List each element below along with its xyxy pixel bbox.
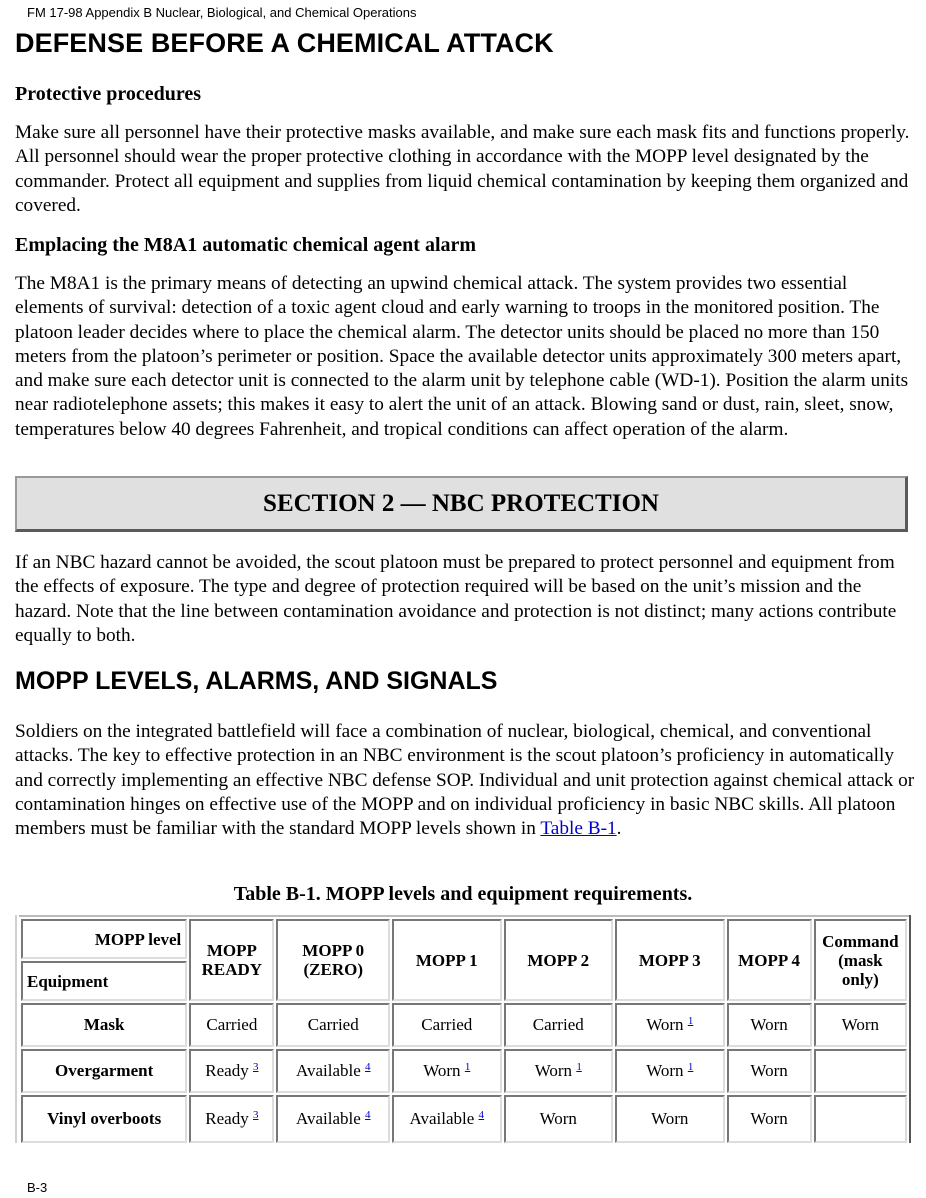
footnote-ref [365, 1109, 371, 1121]
subsection-title-protective-procedures: Protective procedures [15, 83, 202, 105]
table-cell [727, 1049, 812, 1093]
footnote-link[interactable]: 3 [252, 1109, 259, 1121]
row-label: Overgarment [21, 1049, 187, 1093]
cell-value: Carried [206, 1015, 258, 1034]
table-cell [189, 1095, 274, 1143]
row-label: Vinyl overboots [21, 1095, 187, 1143]
header-mopp-level: MOPP level [21, 919, 187, 959]
footnote-link[interactable]: 1 [464, 1061, 471, 1073]
table-row [21, 1049, 907, 1093]
cell-value: Worn [539, 1109, 577, 1128]
subsection-title-m8a1-alarm: Emplacing the M8A1 automatic chemical agent alarm [15, 234, 477, 256]
mopp-paragraph [15, 720, 920, 841]
table-cell [276, 1049, 390, 1093]
header-col: MOPP 3 [615, 919, 725, 1001]
main-heading: DEFENSE BEFORE A CHEMICAL ATTACK [15, 28, 554, 58]
running-head: FM 17-98 Appendix B Nuclear, Biological, and Chemical Operations [27, 5, 417, 20]
header-col: Command (mask only) [814, 919, 907, 1001]
table-cell [504, 1095, 614, 1143]
m8a1-alarm-paragraph: The M8A1 is the primary means of detecting an upwind chemical attack. The system provides two essential elements of survival: detection of a toxic agent cloud and early warning to troops in the monitored position. The platoon leader decides where to place the chemical alarm. The detector units should be placed no more than 150 meters from the platoon’s perimeter or position. Space the available detector units approximately 300 meters apart, and make sure each detector unit is connected to the alarm unit by telephone cable (WD-1). Position the alarm units near radiotelephone assets; this makes it easy to alert the unit of an attack. Blowing sand or dust, rain, sleet, snow, temperatures below 40 degrees Fahrenheit, and tropical conditions can affect operation of the alarm. [15, 273, 909, 440]
header-equipment: Equipment [21, 961, 187, 1001]
cell-value: Worn [534, 1061, 573, 1080]
section-intro-paragraph: If an NBC hazard cannot be avoided, the scout platoon must be prepared to protect personnel and equipment from the effects of exposure. The type and degree of protection required will be based on the unit’s mission and the hazard. Note that the line between contamination avoidance and protection is not distinct; many actions contribute equally to both. [15, 552, 897, 646]
footnote-ref [365, 1061, 371, 1073]
table-cell [615, 1095, 725, 1143]
mopp-heading: MOPP LEVELS, ALARMS, AND SIGNALS [15, 667, 498, 695]
table-caption: Table B-1. MOPP levels and equipment requirements. [233, 883, 693, 905]
cell-value: Available [295, 1109, 361, 1128]
table-cell [615, 1003, 725, 1047]
table-cell [814, 1003, 907, 1047]
section-banner-title: SECTION 2 — NBC PROTECTION [263, 489, 659, 517]
cell-value: Carried [307, 1015, 359, 1034]
cell-value: Worn [750, 1015, 788, 1034]
page-number: B-3 [27, 1180, 48, 1195]
row-label: Mask [21, 1003, 187, 1047]
table-cell [392, 1095, 502, 1143]
table-cell [276, 1003, 390, 1047]
footnote-ref [688, 1015, 694, 1027]
footnote-ref [253, 1109, 259, 1121]
cell-value: Carried [532, 1015, 584, 1034]
table-cell [814, 1095, 907, 1143]
mopp-table [19, 915, 909, 1145]
footnote-link[interactable]: 4 [365, 1109, 371, 1121]
protective-procedures-paragraph: Make sure all personnel have their protective masks available, and make sure each mask fits and functions properly. All personnel should wear the proper protective clothing in accordance with the MOPP level designated by the commander. Protect all equipment and supplies from liquid chemical contamination by keeping them organized and covered. [15, 122, 910, 216]
table-cell [727, 1003, 812, 1047]
table-cell [504, 1003, 614, 1047]
mopp-paragraph-text: Soldiers on the integrated battlefield will face a combination of nuclear, biological, chemical, and conventional attacks. The key to effective protection in an NBC environment is the scout platoon’s proficiency in automatically and correctly implementing an effective NBC defense SOP. Individual and unit protection against chemical attack or contamination hinges on effective use of the MOPP and on individual proficiency in basic NBC skills. All platoon members must be familiar with the standard MOPP levels shown in [15, 721, 915, 840]
section-banner [15, 476, 908, 532]
cell-value: Worn [651, 1109, 689, 1128]
footnote-ref [253, 1061, 259, 1073]
table-cell [392, 1003, 502, 1047]
table-row [21, 1095, 907, 1143]
header-col: MOPP 4 [727, 919, 812, 1001]
cell-value: Worn [423, 1061, 461, 1080]
table-cell [189, 1049, 274, 1093]
cell-value: Worn [750, 1109, 788, 1128]
header-col: MOPP 2 [504, 919, 614, 1001]
cell-value: Ready [205, 1061, 249, 1080]
footnote-ref [479, 1109, 485, 1121]
table-header-row [21, 919, 907, 959]
table-cell [814, 1049, 907, 1093]
cell-value: Ready [205, 1109, 249, 1128]
table-b1-link[interactable]: Table B-1 [540, 818, 617, 840]
table-cell [504, 1049, 614, 1093]
cell-value: Worn [646, 1061, 684, 1080]
footnote-ref [465, 1061, 471, 1073]
footnote-ref [688, 1061, 694, 1073]
footnote-link[interactable]: 3 [252, 1061, 259, 1073]
cell-value: Available [295, 1061, 361, 1080]
header-col: MOPP 0 (ZERO) [276, 919, 390, 1001]
cell-value: Available [409, 1109, 475, 1128]
table-cell [392, 1049, 502, 1093]
table-row [21, 1003, 907, 1047]
footnote-link[interactable]: 4 [365, 1061, 371, 1073]
table-cell [727, 1095, 812, 1143]
mopp-paragraph-end: . [616, 818, 622, 840]
header-col: MOPP 1 [392, 919, 502, 1001]
table-cell [189, 1003, 274, 1047]
footnote-link[interactable]: 1 [576, 1061, 582, 1073]
table-cell [276, 1095, 390, 1143]
mopp-table-frame [15, 915, 911, 1143]
footnote-link[interactable]: 1 [687, 1061, 694, 1073]
cell-value: Carried [421, 1015, 473, 1034]
table-cell [615, 1049, 725, 1093]
cell-value: Worn [841, 1015, 880, 1034]
footnote-link[interactable]: 4 [478, 1109, 485, 1121]
cell-value: Worn [750, 1061, 788, 1080]
footnote-ref [576, 1061, 582, 1073]
header-col: MOPP READY [189, 919, 274, 1001]
footnote-link[interactable]: 1 [687, 1015, 694, 1027]
cell-value: Worn [646, 1015, 684, 1034]
